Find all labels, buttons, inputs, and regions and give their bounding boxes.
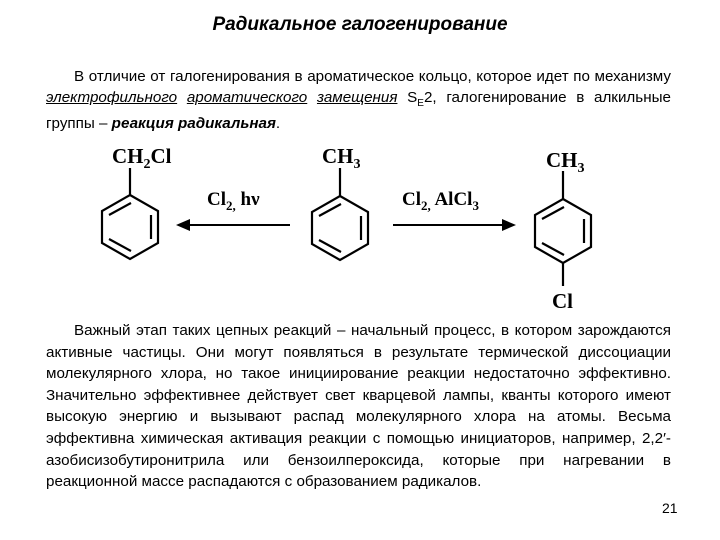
toluene-structure	[312, 168, 368, 260]
right-arrow	[393, 219, 516, 231]
slide-title: Радикальное галогенирование	[212, 14, 508, 35]
chlorotoluene-chlorine: Cl	[552, 289, 573, 313]
radical-conditions-label: $Cl_{2,}$ hν	[207, 189, 260, 213]
benzyl-chloride-formula: $CH_2Cl$	[112, 144, 172, 172]
intro-text-2: S	[397, 88, 418, 106]
intro-text-3: 2, галогенирование в алкильные группы –	[46, 88, 671, 133]
electrophilic-conditions-label: $Cl_{2,}$ AlCl$_3$	[402, 189, 479, 213]
intro-text-4: .	[275, 115, 281, 133]
term-electrophilic: электрофильного	[46, 88, 178, 106]
reaction-scheme	[0, 138, 720, 313]
toluene-formula: $CH_3$	[322, 144, 361, 172]
left-arrow	[176, 219, 290, 231]
chlorotoluene-methyl-formula: $CH_3$	[546, 148, 585, 176]
benzyl-chloride-structure	[102, 168, 158, 259]
term-aromatic: ароматического	[186, 88, 308, 106]
radical-reaction-emphasis: реакция радикальная	[111, 115, 276, 133]
intro-paragraph	[46, 67, 671, 135]
mechanism-subscript: E	[417, 97, 424, 109]
page-number: 21	[662, 500, 678, 516]
body-paragraph	[46, 320, 671, 493]
chlorotoluene-structure	[535, 171, 591, 286]
term-substitution: замещения	[316, 88, 398, 106]
body-paragraph-text: Важный этап таких цепных реакций – начальный процесс, в котором зарождаются активные частицы. Они могут появляться в результате термической диссоциации молекулярного хлора, но такое инициирование реакции недостаточно эффективно. Значительно эффективнее действует свет кварцевой лампы, кванты которого имеют высокую энергию и вызывают распад молекулярного хлора на атомы. Весьма эффективна химическая активация реакции с помощью инициаторов, например, 2,2′-азобисизобутиронитрила или бензоилпероксида, которые при нагревании в реакционной массе распадаются с образованием радикалов.	[46, 322, 671, 491]
intro-text-1: В отличие от галогенирования в ароматическое кольцо, которое идет по механизму	[74, 68, 671, 85]
